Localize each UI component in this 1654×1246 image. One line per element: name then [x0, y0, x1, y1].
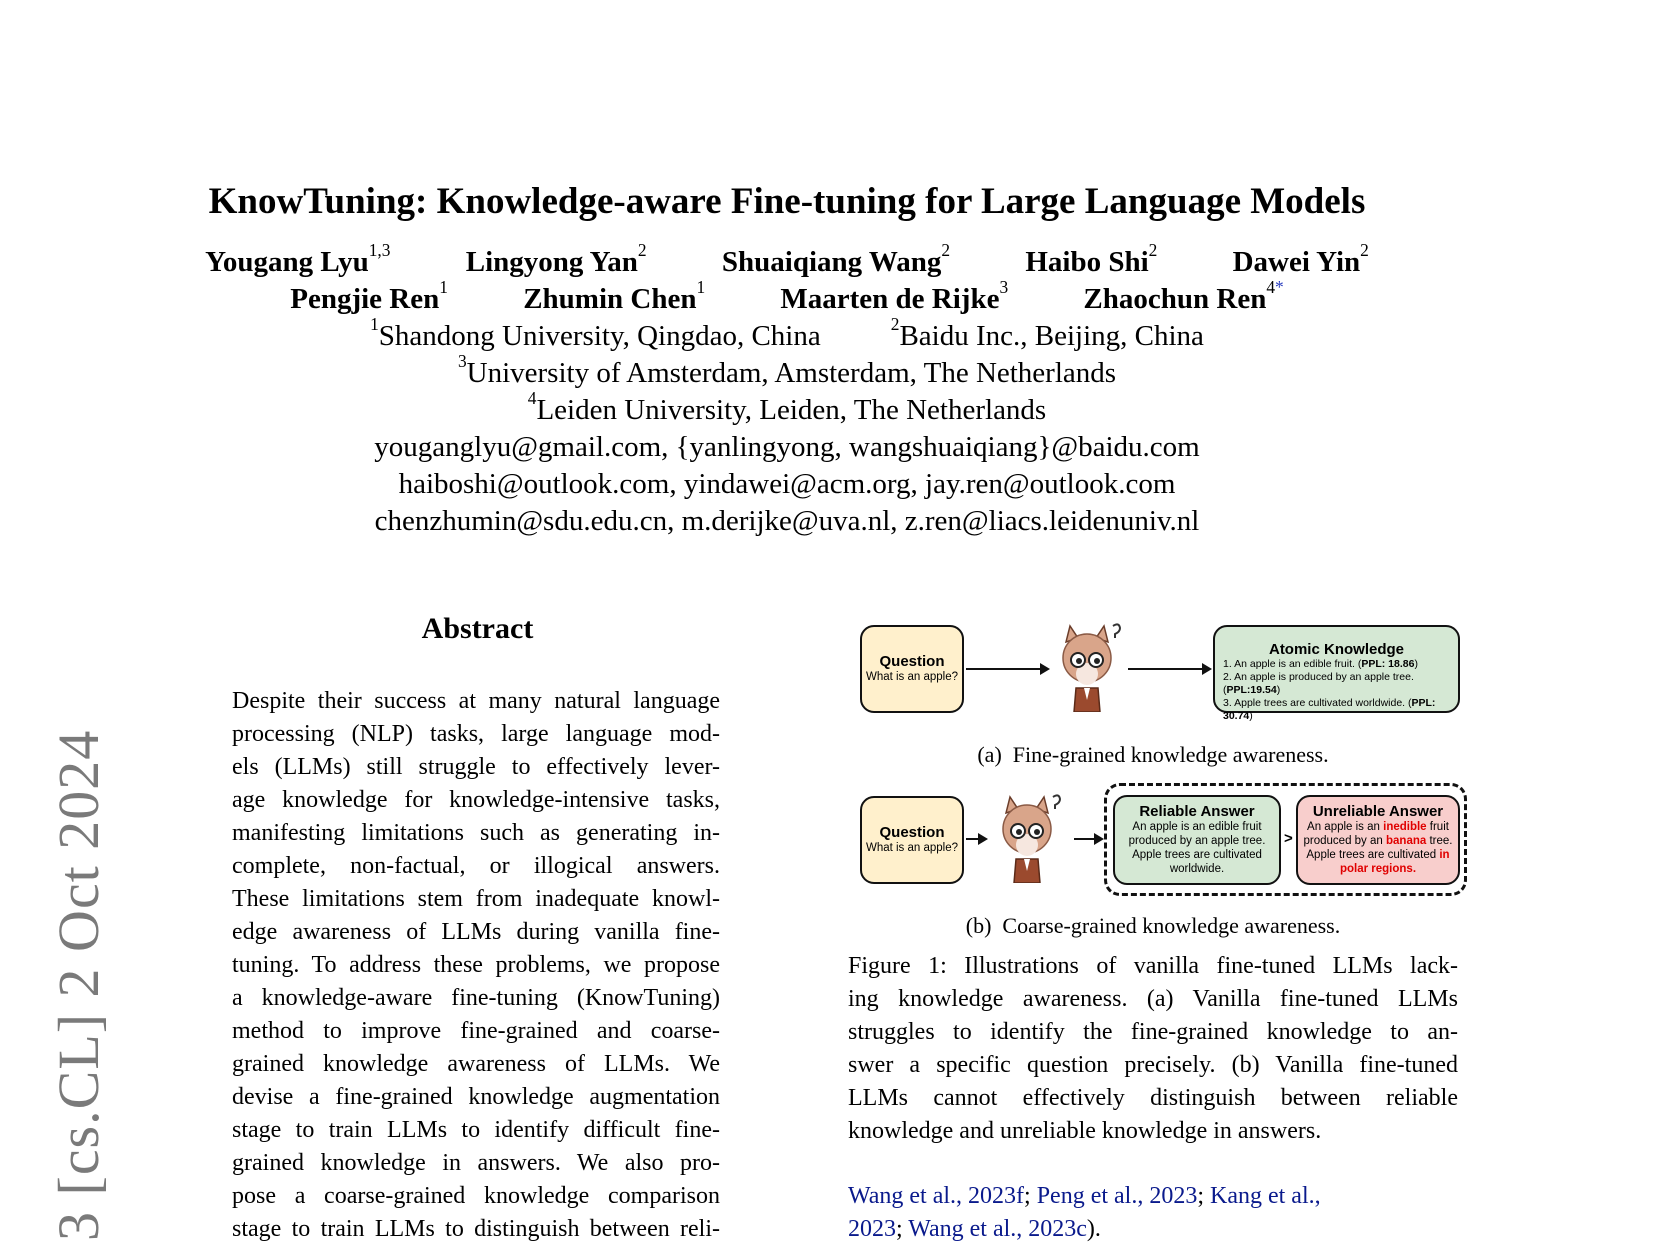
author: Zhumin Chen$^1$	[523, 277, 706, 315]
figure-1a-caption: (a) Fine-grained knowledge awareness.	[977, 742, 1329, 767]
email-line-1: youganglyu@gmail.com, {yanlingyong, wangshuaiqiang}@baidu.com	[374, 431, 1200, 463]
abstract-line: pose a coarse-grained knowledge comparison	[232, 1183, 720, 1209]
greater-than-symbol: >	[1284, 830, 1293, 847]
abstract-line: grained knowledge in answers. We also pro-	[232, 1150, 720, 1176]
caption-line: swer a specific question precisely. (b) Vanilla fine-tuned	[848, 1052, 1458, 1078]
caption-line: ing knowledge awareness. (a) Vanilla fine-tuned LLMs	[848, 986, 1458, 1012]
author: Shuaiqiang Wang$^2$	[721, 240, 951, 278]
affiliation-line-2: $^3$University of Amsterdam, Amsterdam, The Netherlands	[457, 351, 1117, 389]
arrow-icon	[1074, 838, 1102, 840]
abstract-line: els (LLMs) still struggle to effectively lever-	[232, 754, 720, 780]
affiliation-line-1: $^1$Shandong University, Qingdao, China $^2$Baidu Inc., Beijing, China	[370, 314, 1204, 352]
knowledge-item: 3. Apple trees are cultivated worldwide. (PPL: 30.74)	[1223, 697, 1436, 722]
abstract-line: processing (NLP) tasks, large language mod-	[232, 721, 720, 747]
abstract-line: devise a fine-grained knowledge augmentation	[232, 1084, 720, 1110]
citation-line-1: Wang et al., 2023f; Peng et al., 2023; Kang et al.,	[848, 1183, 1321, 1209]
knowledge-item: 1. An apple is an edible fruit. (PPL: 18.86)	[1223, 658, 1418, 670]
question-box: Question What is an apple?	[860, 796, 964, 884]
knowledge-list	[1215, 658, 1458, 723]
authors-row-1	[0, 240, 1574, 279]
abstract-line: stage to train LLMs to identify difficult fine-	[232, 1117, 720, 1143]
author: Yougang Lyu$^{1,3}$	[205, 240, 391, 278]
arrow-icon	[966, 838, 986, 840]
question-box: Question What is an apple?	[860, 625, 964, 713]
llama-mascot-icon	[992, 793, 1062, 883]
abstract-line: grained knowledge awareness of LLMs. We	[232, 1051, 720, 1077]
caption-line: struggles to identify the fine-grained knowledge to an-	[848, 1019, 1458, 1045]
citation-link[interactable]: 2023	[848, 1216, 896, 1242]
atomic-knowledge-box: Atomic Knowledge 1. An apple is an edible fruit. (PPL: 18.86) 2. An apple is produced by an apple tree. (PPL:19.54) 3. Apple trees are cultivated worldwide. (PPL: 30.74)	[1213, 625, 1460, 713]
caption-line: knowledge and unreliable knowledge in answers.	[848, 1118, 1322, 1144]
author: Dawei Yin$^2$	[1232, 240, 1369, 278]
arrow-icon	[966, 668, 1048, 670]
citation-line-2: 2023; Wang et al., 2023c).	[848, 1216, 1101, 1242]
abstract-line: age knowledge for knowledge-intensive tasks,	[232, 787, 720, 813]
figure-1-caption	[848, 950, 1458, 1148]
caption-line: LLMs cannot effectively distinguish between reliable	[848, 1085, 1458, 1111]
arrow-icon	[1128, 668, 1210, 670]
citation-link[interactable]: Wang et al., 2023c	[908, 1216, 1087, 1242]
paper-title: KnowTuning: Knowledge-aware Fine-tuning for Large Language Models	[208, 181, 1366, 222]
abstract-line: Despite their success at many natural language	[232, 688, 720, 714]
abstract-line: manifesting limitations such as generating in-	[232, 820, 720, 846]
citation-link[interactable]: Kang et al.,	[1210, 1183, 1321, 1209]
citation-link[interactable]: Peng et al., 2023	[1036, 1183, 1198, 1209]
email-line-3: chenzhumin@sdu.edu.cn, m.derijke@uva.nl, z.ren@liacs.leidenuniv.nl	[374, 505, 1200, 537]
unreliable-answer-box: Unreliable Answer An apple is an inedible fruit produced by an banana tree. Apple trees are cultivated in polar regions.	[1296, 795, 1460, 885]
abstract-heading: Abstract	[421, 612, 534, 645]
caption-line: Figure 1: Illustrations of vanilla fine-tuned LLMs lack-	[848, 953, 1458, 979]
authors-row-2	[0, 277, 1574, 316]
abstract-line: These limitations stem from inadequate knowl-	[232, 886, 720, 912]
corresponding-author-mark[interactable]: *	[1275, 277, 1284, 297]
abstract-line: a knowledge-aware fine-tuning (KnowTuning)	[232, 985, 720, 1011]
author: Haibo Shi$^2$	[1025, 240, 1158, 278]
email-line-2: haiboshi@outlook.com, yindawei@acm.org, jay.ren@outlook.com	[398, 468, 1176, 500]
llama-mascot-icon	[1052, 622, 1122, 712]
abstract-line: tuning. To address these problems, we propose	[232, 952, 720, 978]
abstract-body	[232, 685, 720, 1246]
abstract-line: complete, non-factual, or illogical answers.	[232, 853, 720, 879]
citation-link[interactable]: Wang et al., 2023f	[848, 1183, 1025, 1209]
arxiv-stamp: 3 [cs.CL] 2 Oct 2024	[46, 729, 111, 1241]
author: Pengjie Ren$^1$	[290, 277, 448, 315]
knowledge-item: 2. An apple is produced by an apple tree. (PPL:19.54)	[1223, 671, 1414, 696]
affiliation-line-3: $^4$Leiden University, Leiden, The Netherlands	[527, 388, 1047, 426]
author: Zhaochun Ren$^{4*}$	[1083, 277, 1284, 315]
author: Lingyong Yan$^2$	[465, 240, 647, 278]
abstract-line: method to improve fine-grained and coarse-	[232, 1018, 720, 1044]
abstract-line: stage to train LLMs to distinguish between reli-	[232, 1216, 720, 1242]
author: Maarten de Rijke$^3$	[780, 277, 1009, 315]
reliable-answer-box: Reliable Answer An apple is an edible fruit produced by an apple tree. Apple trees are cultivated worldwide.	[1113, 795, 1281, 885]
abstract-line: edge awareness of LLMs during vanilla fine-	[232, 919, 720, 945]
citation-text	[848, 1180, 1458, 1246]
figure-1b-caption: (b) Coarse-grained knowledge awareness.	[965, 913, 1341, 938]
